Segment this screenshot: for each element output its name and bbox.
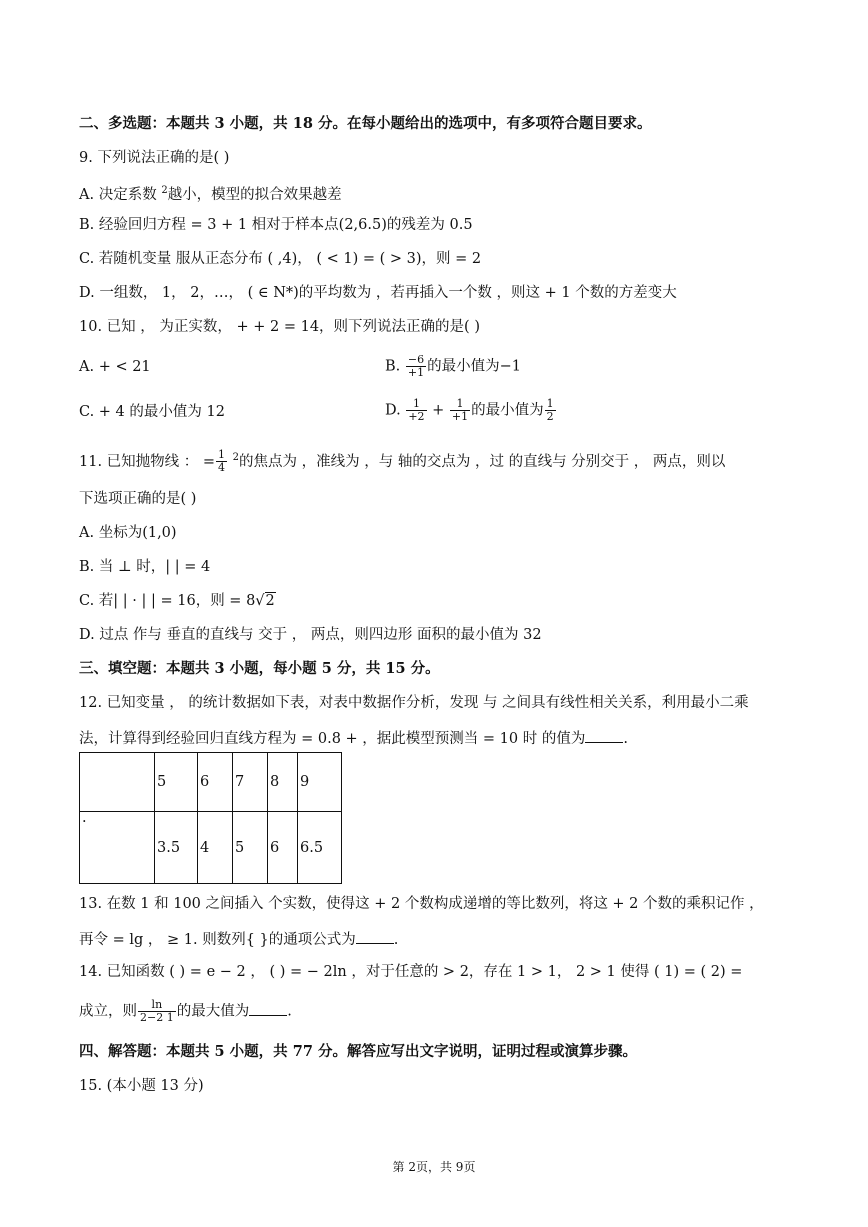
page-footer: 第 2页，共 9页 xyxy=(392,1160,476,1174)
table-row xyxy=(80,812,342,884)
q11-option-a: A. 坐标为(1,0) xyxy=(79,525,177,541)
q10-option-d-fraction-2 xyxy=(450,398,470,423)
q9-option-d: D. 一组数， 1， 2，…， ( ∈ N*)的平均数为 ，若再插入一个数 ，则这 + 1 个数的方差变大 xyxy=(79,285,677,301)
q11-stem-fraction xyxy=(216,449,227,474)
q11-option-d: D. 过点 作与 垂直的直线与 交于 ， 两点，则四边形 面积的最小值为 32 xyxy=(79,627,542,643)
q12-line-1: 12. 已知变量 ， 的统计数据如下表，对表中数据作分析，发现 与 之间具有线性相关关系，利用最小二乘 xyxy=(79,695,749,711)
q11-stem xyxy=(79,449,725,474)
table-cell: 6 xyxy=(268,812,298,884)
q11-option-c: C. 若| | · | | = 16，则 = 8√2 xyxy=(79,593,275,609)
q10-option-d-fraction-3 xyxy=(545,398,556,423)
q14-line-2-text: 成立，则 xyxy=(79,1003,137,1020)
fraction-numerator: 1 xyxy=(218,448,226,462)
q14-fraction xyxy=(138,999,176,1024)
q12-line-2 xyxy=(79,728,628,748)
q10-option-b-label: B. xyxy=(385,358,401,375)
section-4-header: 四、解答题：本题共 5 小题，共 77 分。解答应写出文字说明，证明过程或演算步骤。 xyxy=(79,1043,637,1060)
q13-line-2-text: 再令 = lg ， ≥ 1. 则数列{ }的通项公式为 xyxy=(79,932,356,948)
q12-line-2-text: 法，计算得到经验回归直线方程为 = 0.8 + ，据此模型预测当 = 10 时 的值为 xyxy=(79,731,586,747)
q10-option-b xyxy=(385,354,521,379)
fraction-denominator: 2−2 1 xyxy=(140,1011,174,1024)
q10-option-d-fraction-1 xyxy=(406,398,426,423)
fraction-denominator: 4 xyxy=(218,461,226,475)
q12-data-table xyxy=(79,752,342,884)
section-3-header: 三、填空题：本题共 3 小题，每小题 5 分，共 15 分。 xyxy=(79,660,440,677)
q10-option-d-mid: 的最小值为 xyxy=(471,402,544,419)
q9-option-a-sup: 2 xyxy=(161,185,168,196)
table-cell: 6.5 xyxy=(298,812,342,884)
q12-answer-blank xyxy=(585,728,623,743)
q10-option-d-plus: + xyxy=(427,402,449,419)
fraction-denominator: 2 xyxy=(546,410,554,423)
q11-stem-sup: 2 xyxy=(232,452,240,463)
q10-option-d xyxy=(385,398,557,423)
q11-option-c-text: C. 若| | · | | = 16，则 = 8 xyxy=(79,593,256,609)
q9-option-a xyxy=(79,182,342,204)
q9-stem: 9. 下列说法正确的是( ) xyxy=(79,150,230,166)
table-row xyxy=(80,753,342,812)
q12-line-2-end: . xyxy=(623,731,628,747)
q9-option-a-rest: 越小，模型的拟合效果越差 xyxy=(167,186,342,203)
q11-stem-text: 11. 已知抛物线 ： = xyxy=(79,453,216,470)
q14-answer-blank xyxy=(249,1001,287,1016)
fraction-denominator: +1 xyxy=(451,410,469,423)
q13-line-1: 13. 在数 1 和 100 之间插入 个实数，使得这 + 2 个数构成递增的等比数列，将这 + 2 个数的乘积记作 ， xyxy=(79,896,764,912)
table-cell: 7 xyxy=(233,753,268,812)
table-cell: 3.5 xyxy=(155,812,198,884)
q14-line-2-end: . xyxy=(287,1003,292,1020)
fraction-denominator: +2 xyxy=(408,410,425,423)
fraction-denominator: +1 xyxy=(407,366,425,379)
q10-option-b-fraction xyxy=(406,354,426,379)
q14-line-2-mid: 的最大值为 xyxy=(176,1003,250,1020)
q13-line-2-end: . xyxy=(393,932,399,948)
table-cell: 8 xyxy=(268,753,298,812)
q11-stem-line-2: 下选项正确的是( ) xyxy=(79,491,197,507)
q10-option-b-rest: 的最小值为−1 xyxy=(427,358,521,375)
table-cell: 4 xyxy=(198,812,233,884)
q10-stem: 10. 已知 ， 为正实数， + + 2 = 14，则下列说法正确的是( ) xyxy=(79,319,480,335)
q11-option-b: B. 当 ⊥ 时，| | = 4 xyxy=(79,559,211,575)
q10-option-d-label: D. xyxy=(385,402,401,419)
q13-line-2 xyxy=(79,929,398,949)
q9-option-b: B. 经验回归方程 = 3 + 1 相对于样本点(2,6.5)的残差为 0.5 xyxy=(79,217,473,233)
fraction-numerator: 1 xyxy=(546,397,554,410)
q14-line-1: 14. 已知函数 ( ) = e − 2 ， ( ) = − 2ln ，对于任意的 > 2，存在 1 > 1， 2 > 1 使得 ( 1) = ( 2) = xyxy=(79,964,743,980)
q11-option-c-sqrt: 2 xyxy=(265,593,275,609)
table-row-head: · xyxy=(80,812,155,884)
q9-option-a-text: A. 决定系数 xyxy=(79,186,157,203)
fraction-numerator: 1 xyxy=(450,398,470,411)
fraction-numerator: ln xyxy=(138,999,176,1012)
table-row-head xyxy=(80,753,155,812)
table-cell: 9 xyxy=(298,753,342,812)
q9-option-c: C. 若随机变量 服从正态分布 ( ,4)， ( < 1) = ( > 3)，则 = 2 xyxy=(79,251,482,267)
fraction-numerator: −6 xyxy=(407,353,425,366)
table-cell: 5 xyxy=(233,812,268,884)
fraction-numerator: 1 xyxy=(406,398,426,411)
q11-stem-rest: 的焦点为 ，准线为 ，与 轴的交点为 ，过 的直线与 分别交于 ， 两点，则以 xyxy=(239,453,726,470)
q13-answer-blank xyxy=(356,929,394,944)
q15-stem: 15. (本小题 13 分) xyxy=(79,1078,204,1094)
table-cell: 5 xyxy=(155,753,198,812)
table-cell: 6 xyxy=(198,753,233,812)
q10-option-a: A. + < 21 xyxy=(79,359,151,375)
section-2-header: 二、多选题：本题共 3 小题，共 18 分。在每小题给出的选项中，有多项符合题目要求。 xyxy=(79,115,652,132)
q14-line-2 xyxy=(79,999,292,1024)
q10-option-c: C. + 4 的最小值为 12 xyxy=(79,404,225,420)
